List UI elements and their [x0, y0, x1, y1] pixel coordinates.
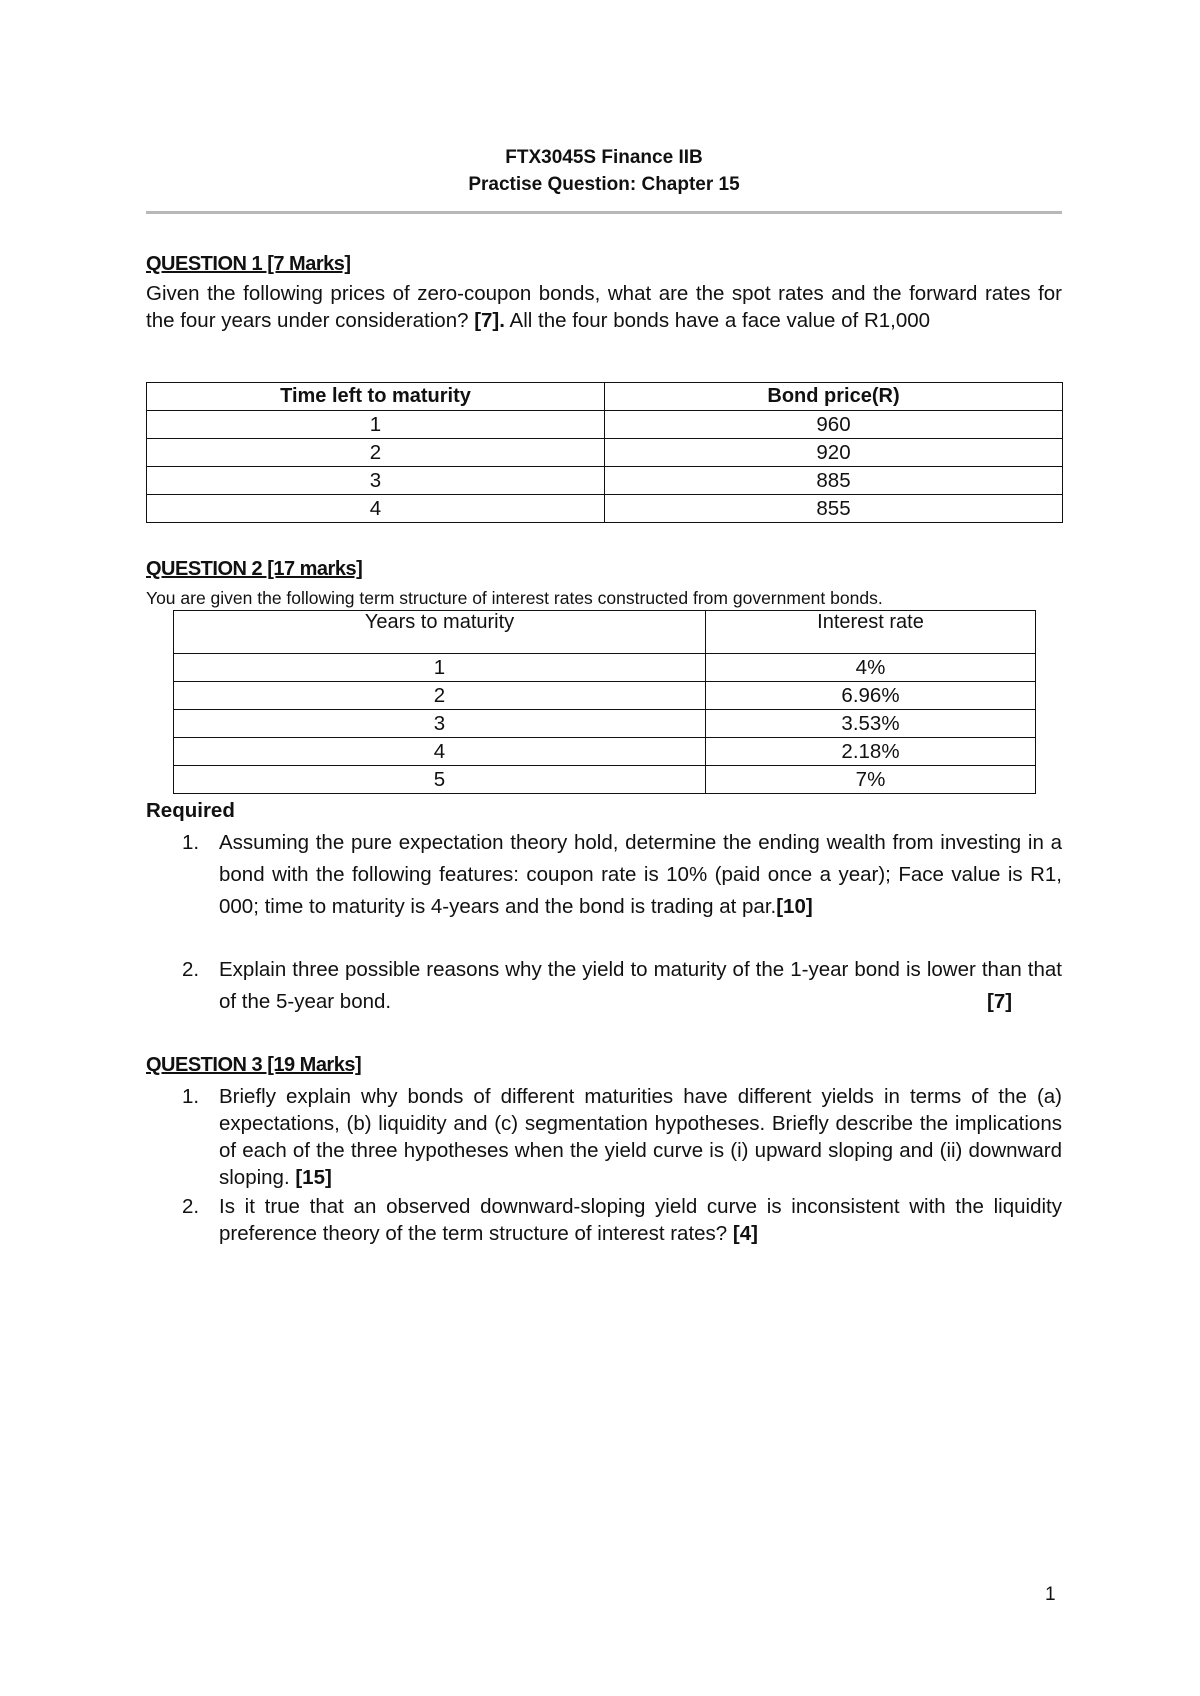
interest-rate-table	[173, 610, 1036, 794]
item-text	[219, 1083, 1062, 1191]
table-cell: 920	[605, 439, 1063, 467]
table-cell: 2	[174, 682, 706, 710]
header-divider	[146, 211, 1062, 214]
item-text	[219, 954, 1062, 1018]
table-header-row	[174, 611, 1036, 654]
table-cell: 855	[605, 495, 1063, 523]
question-1-marks: [7].	[474, 309, 505, 332]
table-cell: 4	[174, 738, 706, 766]
course-title: FTX3045S Finance IIB	[505, 147, 703, 168]
column-header: Interest rate	[706, 611, 1036, 654]
table-cell: 960	[605, 411, 1063, 439]
table-cell: 3	[147, 467, 605, 495]
table-row	[174, 682, 1036, 710]
table-cell: 2	[147, 439, 605, 467]
item-number: 2.	[182, 958, 200, 981]
bond-price-table	[146, 382, 1063, 523]
table-cell: 4%	[706, 654, 1036, 682]
table-cell: 2.18%	[706, 738, 1036, 766]
item-marks: [7]	[987, 990, 1013, 1013]
table-cell: 6.96%	[706, 682, 1036, 710]
item-body: Is it true that an observed downward-sloping yield curve is inconsistent with the liquidity preference theory of the term structure of interest rates?	[219, 1195, 1062, 1245]
table-cell: 4	[147, 495, 605, 523]
table-row	[174, 710, 1036, 738]
item-marks: [10]	[776, 895, 813, 918]
table-cell: 7%	[706, 766, 1036, 794]
table-cell: 3	[174, 710, 706, 738]
table-row	[147, 439, 1063, 467]
table-cell: 1	[174, 654, 706, 682]
item-marks: [4]	[732, 1222, 758, 1245]
item-body: Assuming the pure expectation theory hold, determine the ending wealth from investing in a bond with the following features: coupon rate is 10% (paid once a year); Face value is R1, 000; time to maturity is 4-years and the bond is trading at par.	[219, 831, 1062, 918]
table-row	[174, 766, 1036, 794]
table-row	[174, 738, 1036, 766]
table-cell: 3.53%	[706, 710, 1036, 738]
item-text	[219, 1193, 1062, 1247]
item-text	[219, 827, 1062, 923]
item-number: 1.	[182, 1085, 200, 1108]
item-number: 2.	[182, 1195, 200, 1218]
table-row	[147, 467, 1063, 495]
column-header: Years to maturity	[174, 611, 706, 654]
table-row	[147, 411, 1063, 439]
column-header: Time left to maturity	[147, 383, 605, 411]
table-header-row	[147, 383, 1063, 411]
table-cell: 1	[147, 411, 605, 439]
item-body: Briefly explain why bonds of different maturities have different yields in terms of the (a) expectations, (b) liquidity and (c) segmentation hypotheses. Briefly describe the implications of each of the three hypotheses when the yield curve is (i) upward sloping and (ii) downward sloping.	[219, 1085, 1062, 1189]
question-3-heading: QUESTION 3 [19 Marks]	[146, 1054, 362, 1076]
question-2-heading: QUESTION 2 [17 marks]	[146, 558, 363, 580]
question-1-heading: QUESTION 1 [7 Marks]	[146, 253, 351, 275]
item-body: Explain three possible reasons why the yield to maturity of the 1-year bond is lower than that of the 5-year bond.	[219, 958, 1062, 1013]
table-row	[147, 495, 1063, 523]
table-cell: 885	[605, 467, 1063, 495]
document-subtitle: Practise Question: Chapter 15	[468, 174, 740, 195]
item-number: 1.	[182, 831, 200, 854]
question-1-text	[146, 280, 1062, 334]
question-1-text-b: All the four bonds have a face value of R1,000	[504, 309, 931, 332]
question-2-intro: You are given the following term structure of interest rates constructed from government bonds.	[146, 588, 883, 608]
table-cell: 5	[174, 766, 706, 794]
column-header: Bond price(R)	[605, 383, 1063, 411]
required-label: Required	[146, 799, 235, 822]
page-number: 1	[1045, 1584, 1056, 1605]
item-marks: [15]	[295, 1166, 332, 1189]
question-1-text-a: Given the following prices of zero-coupon bonds, what are the spot rates and the forward rates for the four years under consideration?	[146, 282, 1062, 332]
table-row	[174, 654, 1036, 682]
